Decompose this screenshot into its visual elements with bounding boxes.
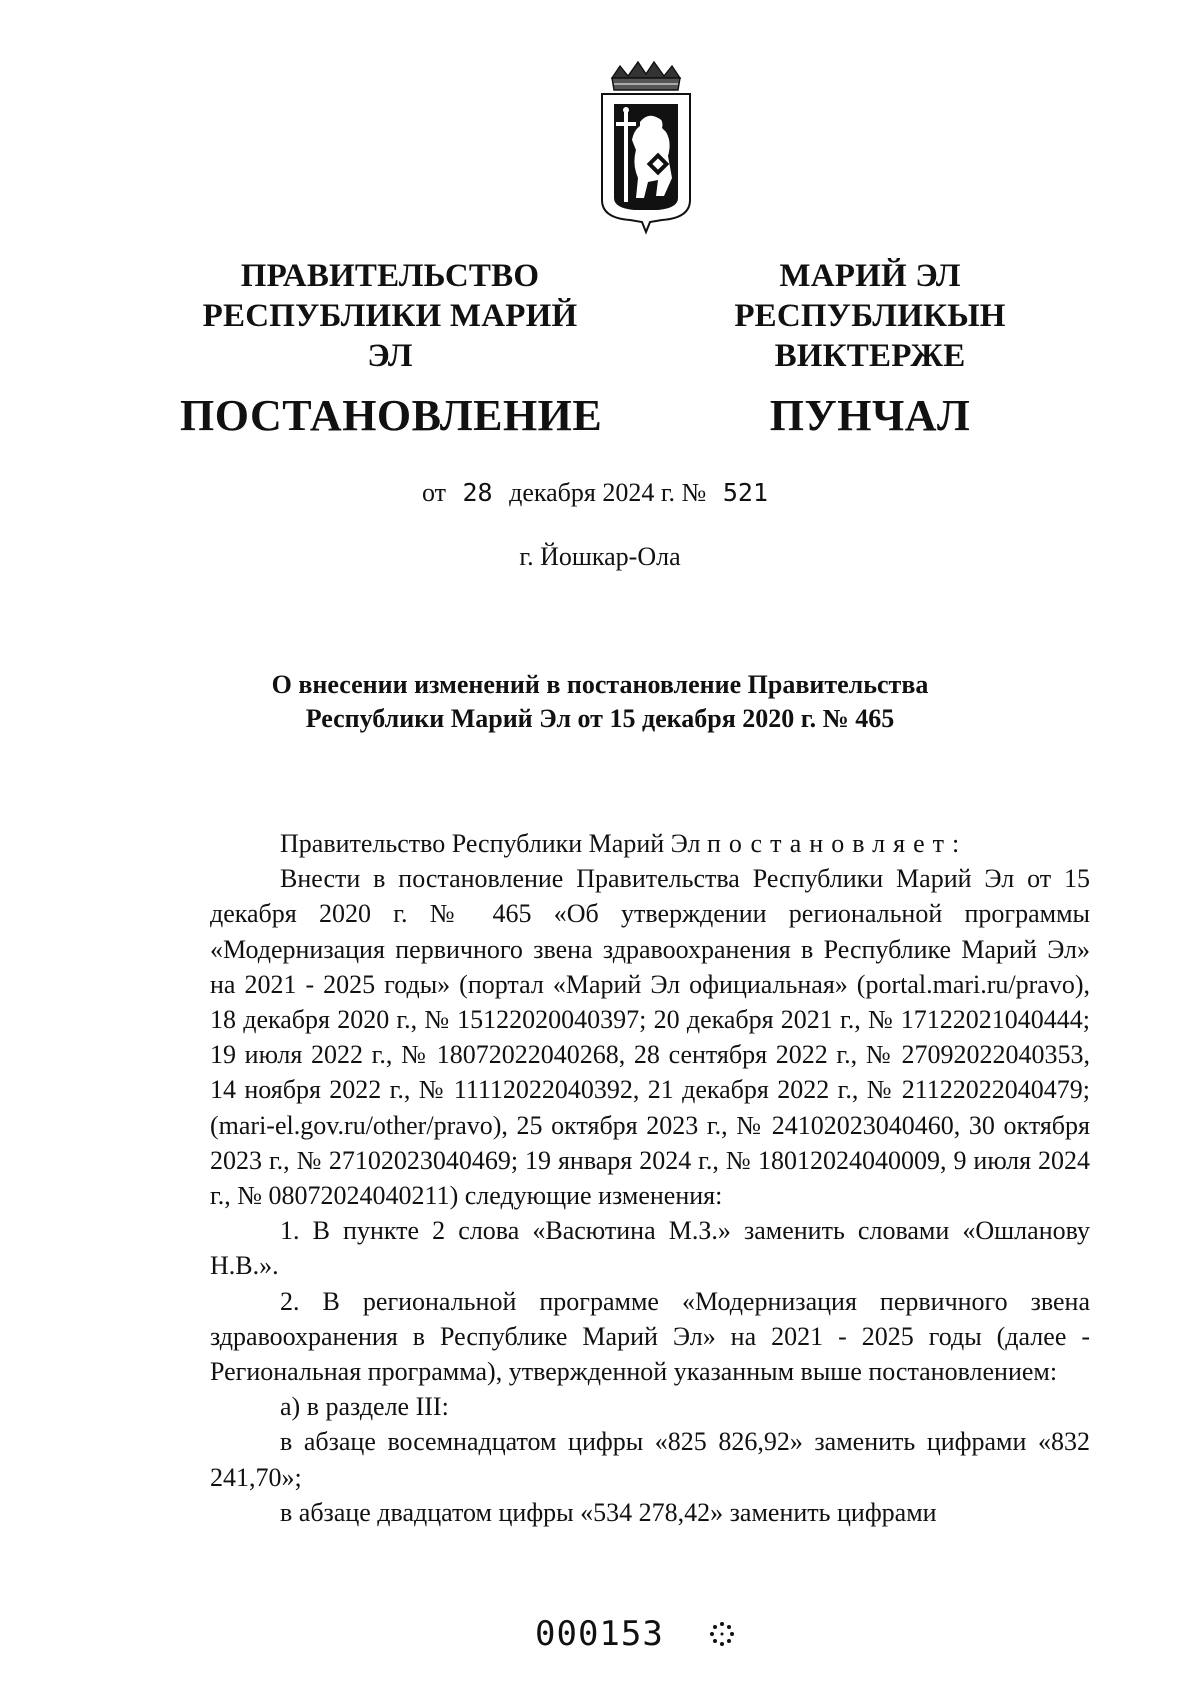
coat-of-arms-emblem: [592, 60, 700, 240]
ornament-star-icon: [708, 1620, 736, 1648]
document-title: [200, 668, 1000, 736]
header-left: [180, 256, 603, 444]
title-line1: О внесении изменений в постановление Правительства: [271, 670, 929, 699]
body-paragraph-5: а) в разделе III:: [280, 1392, 449, 1422]
body-paragraph-4: 2. В региональной программе «Модернизация первичного звена здравоохранения в Республике Марий Эл» на 2021 - 2025 годы (далее - Региональная программа), утвержденной указанным выше постановлением:: [210, 1286, 1090, 1387]
footer-serial-number: 000153: [535, 1614, 664, 1654]
header-right: [650, 256, 1090, 444]
body-paragraph-1: [210, 826, 1090, 861]
header-right-line1: МАРИЙ ЭЛ РЕСПУБЛИКЫН: [734, 258, 1006, 334]
header-left-line1: ПРАВИТЕЛЬСТВО: [240, 258, 540, 294]
body-paragraph-3: 1. В пункте 2 слова «Васютина М.З.» заменить словами «Ошланову Н.В.».: [210, 1216, 1090, 1281]
city-name: г. Йошкар-Ола: [519, 542, 681, 571]
paragraph-1-text: Правительство Республики Марий Эл: [280, 829, 707, 858]
document-number: 521: [722, 478, 769, 507]
date-month-year: декабря 2024 г. №: [509, 478, 707, 507]
date-day: 28: [462, 478, 493, 507]
body-paragraph-2: Внести в постановление Правительства Республики Марий Эл от 15 декабря 2020 г. № 465 «Об утверждении региональной программы «Модернизация первичного звена здравоохранения в Республике Марий Эл» на 2021 - 2025 годы» (портал «Марий Эл официальная» (portal.mari.ru/pravo), 18 декабря 2020 г., № 15122020040397; 20 декабря 2021 г., № 17122021040444; 19 июля 2022 г., № 18072022040268, 28 сентября 2022 г., № 27092022040353, 14 ноября 2022 г., № 11112022040392, 21 декабря 2022 г., № 21122022040479; (mari-el.gov.ru/other/pravo), 25 октября 2023 г., № 24102023040460, 30 октября 2023 г., № 27102023040469; 19 января 2024 г., № 18012024040009, 9 июля 2024 г., № 08072024040211) следующие изменения:: [210, 864, 1090, 1211]
document-date-line: [0, 476, 1200, 510]
paragraph-1-spaced: постановляет:: [706, 829, 968, 858]
header-right-line2: ВИКТЕРЖЕ: [774, 338, 966, 374]
doc-type-mari: ПУНЧАЛ: [769, 391, 971, 440]
body-paragraph-7: в абзаце двадцатом цифры «534 278,42» заменить цифрами: [280, 1497, 937, 1527]
title-line2: Республики Марий Эл от 15 декабря 2020 г. № 465: [305, 704, 895, 733]
date-prefix: от: [421, 478, 446, 507]
header-left-line2: РЕСПУБЛИКИ МАРИЙ ЭЛ: [202, 298, 578, 374]
doc-type-russian: ПОСТАНОВЛЕНИЕ: [180, 391, 603, 440]
body-paragraph-6: в абзаце восемнадцатом цифры «825 826,92» заменить цифрами «832 241,70»;: [210, 1427, 1090, 1492]
document-body: [210, 826, 1090, 1530]
